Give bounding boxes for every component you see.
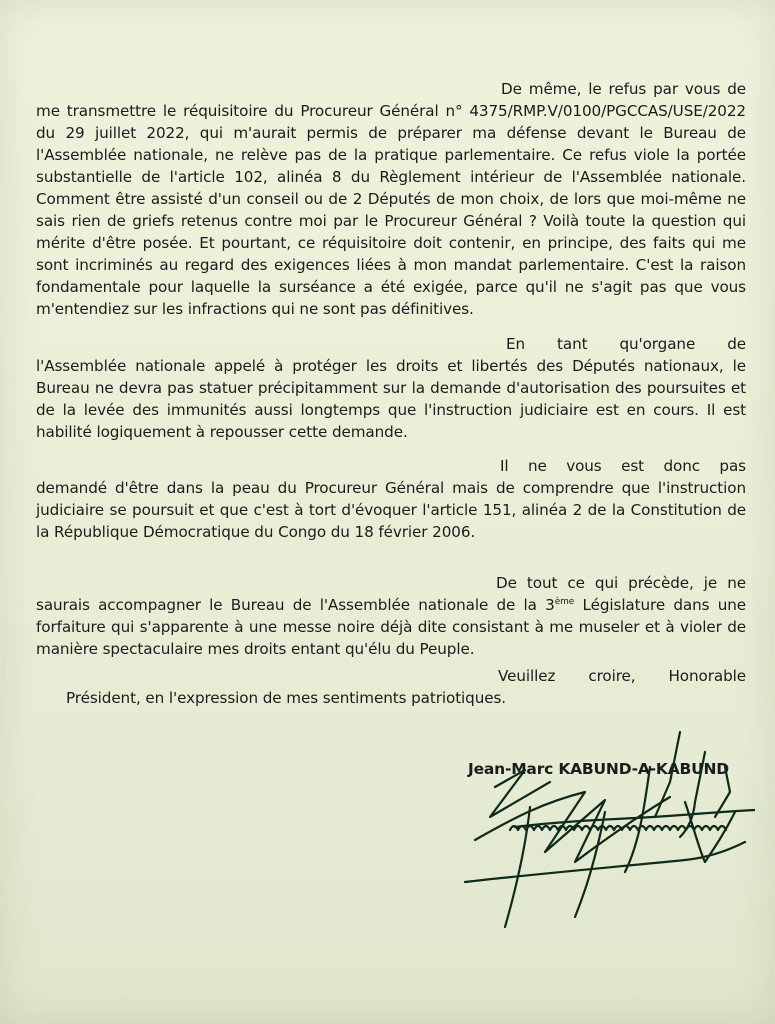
closing-formula [36,665,746,709]
closing-body: Président, en l'expression de mes sentiments patriotiques. [66,689,507,707]
paragraph-body-b: Législature dans une forfaiture qui s'apparente à une messe noire déjà dite consistant à me museler et à violer de manière spectaculaire mes droits entant qu'élu du Peuple. [36,596,746,658]
ordinal-suffix: ème [554,596,575,607]
paragraph-body: d'être dans la peau du Procureur Général mais de comprendre que l'instruction judiciaire se poursuit et que c'est à tort d'évoquer l'article 151, alinéa 2 de la Constitution de la République Démocratique du Congo du 18 février 2006. [36,479,746,541]
paragraph-body: me transmettre le réquisitoire du Procureur Général n° 4375/RMP.V/0100/PGCCAS/USE/2022 du 29 juillet 2022, qui m'aurait permis de préparer ma défense devant le Bureau de l'Assemblée nationale, ne relève pas de la pratique parlementaire. Ce refus viole la portée substantielle de l'article 102, alinéa 8 du Règlement intérieur de l'Assemblée nationale. Comment être assisté d'un conseil ou de 2 Députés de mon choix, de lors que moi-même ne sais rien de griefs retenus contre moi par le Procureur Général ? Voilà toute la question qui mérite d'être posée. Et pourtant, ce réquisitoire doit contenir, en principe, des faits qui me sont incriminés au regard des exigences liées à mon mandat parlementaire. C'est la raison fondamentale pour laquelle la surséance a été exigée, parce qu'il ne s'agit pas que vous m'entendiez sur les infractions qui ne sont pas définitives. [36,102,746,318]
handwritten-signature [455,722,755,932]
paragraph-bureau-role [36,333,746,443]
paragraph-body-a: saurais accompagner le Bureau de l'Assemblée nationale de la 3 [36,596,555,614]
paragraph-refusal [36,78,746,320]
closing-word: Veuillez [498,667,556,685]
paragraph-body: l'Assemblée nationale appelé à protéger les droits et libertés des Députés nationaux, le Bureau ne devra pas statuer précipitamment sur la demande d'autorisation des poursuites et de la levée des immunités aussi longtemps que l'instruction judiciaire est en cours. Il est habilité logiquement à repousser cette demande. [36,357,746,441]
paragraph-conclusion [36,572,746,660]
paragraph-lead: De tout ce qui précède, je ne [496,574,746,592]
signatory-name: Jean-Marc KABUND-A-KABUND [468,760,729,778]
closing-word: Honorable [668,667,746,685]
paragraph-lead: De même, le refus par vous de [501,80,746,98]
paragraph-lead: Il ne vous est donc pas demandé [36,457,746,497]
paragraph-lead: En tant qu'organe de [506,335,746,353]
closing-word: croire, [588,667,636,685]
paragraph-procureur [36,455,746,543]
